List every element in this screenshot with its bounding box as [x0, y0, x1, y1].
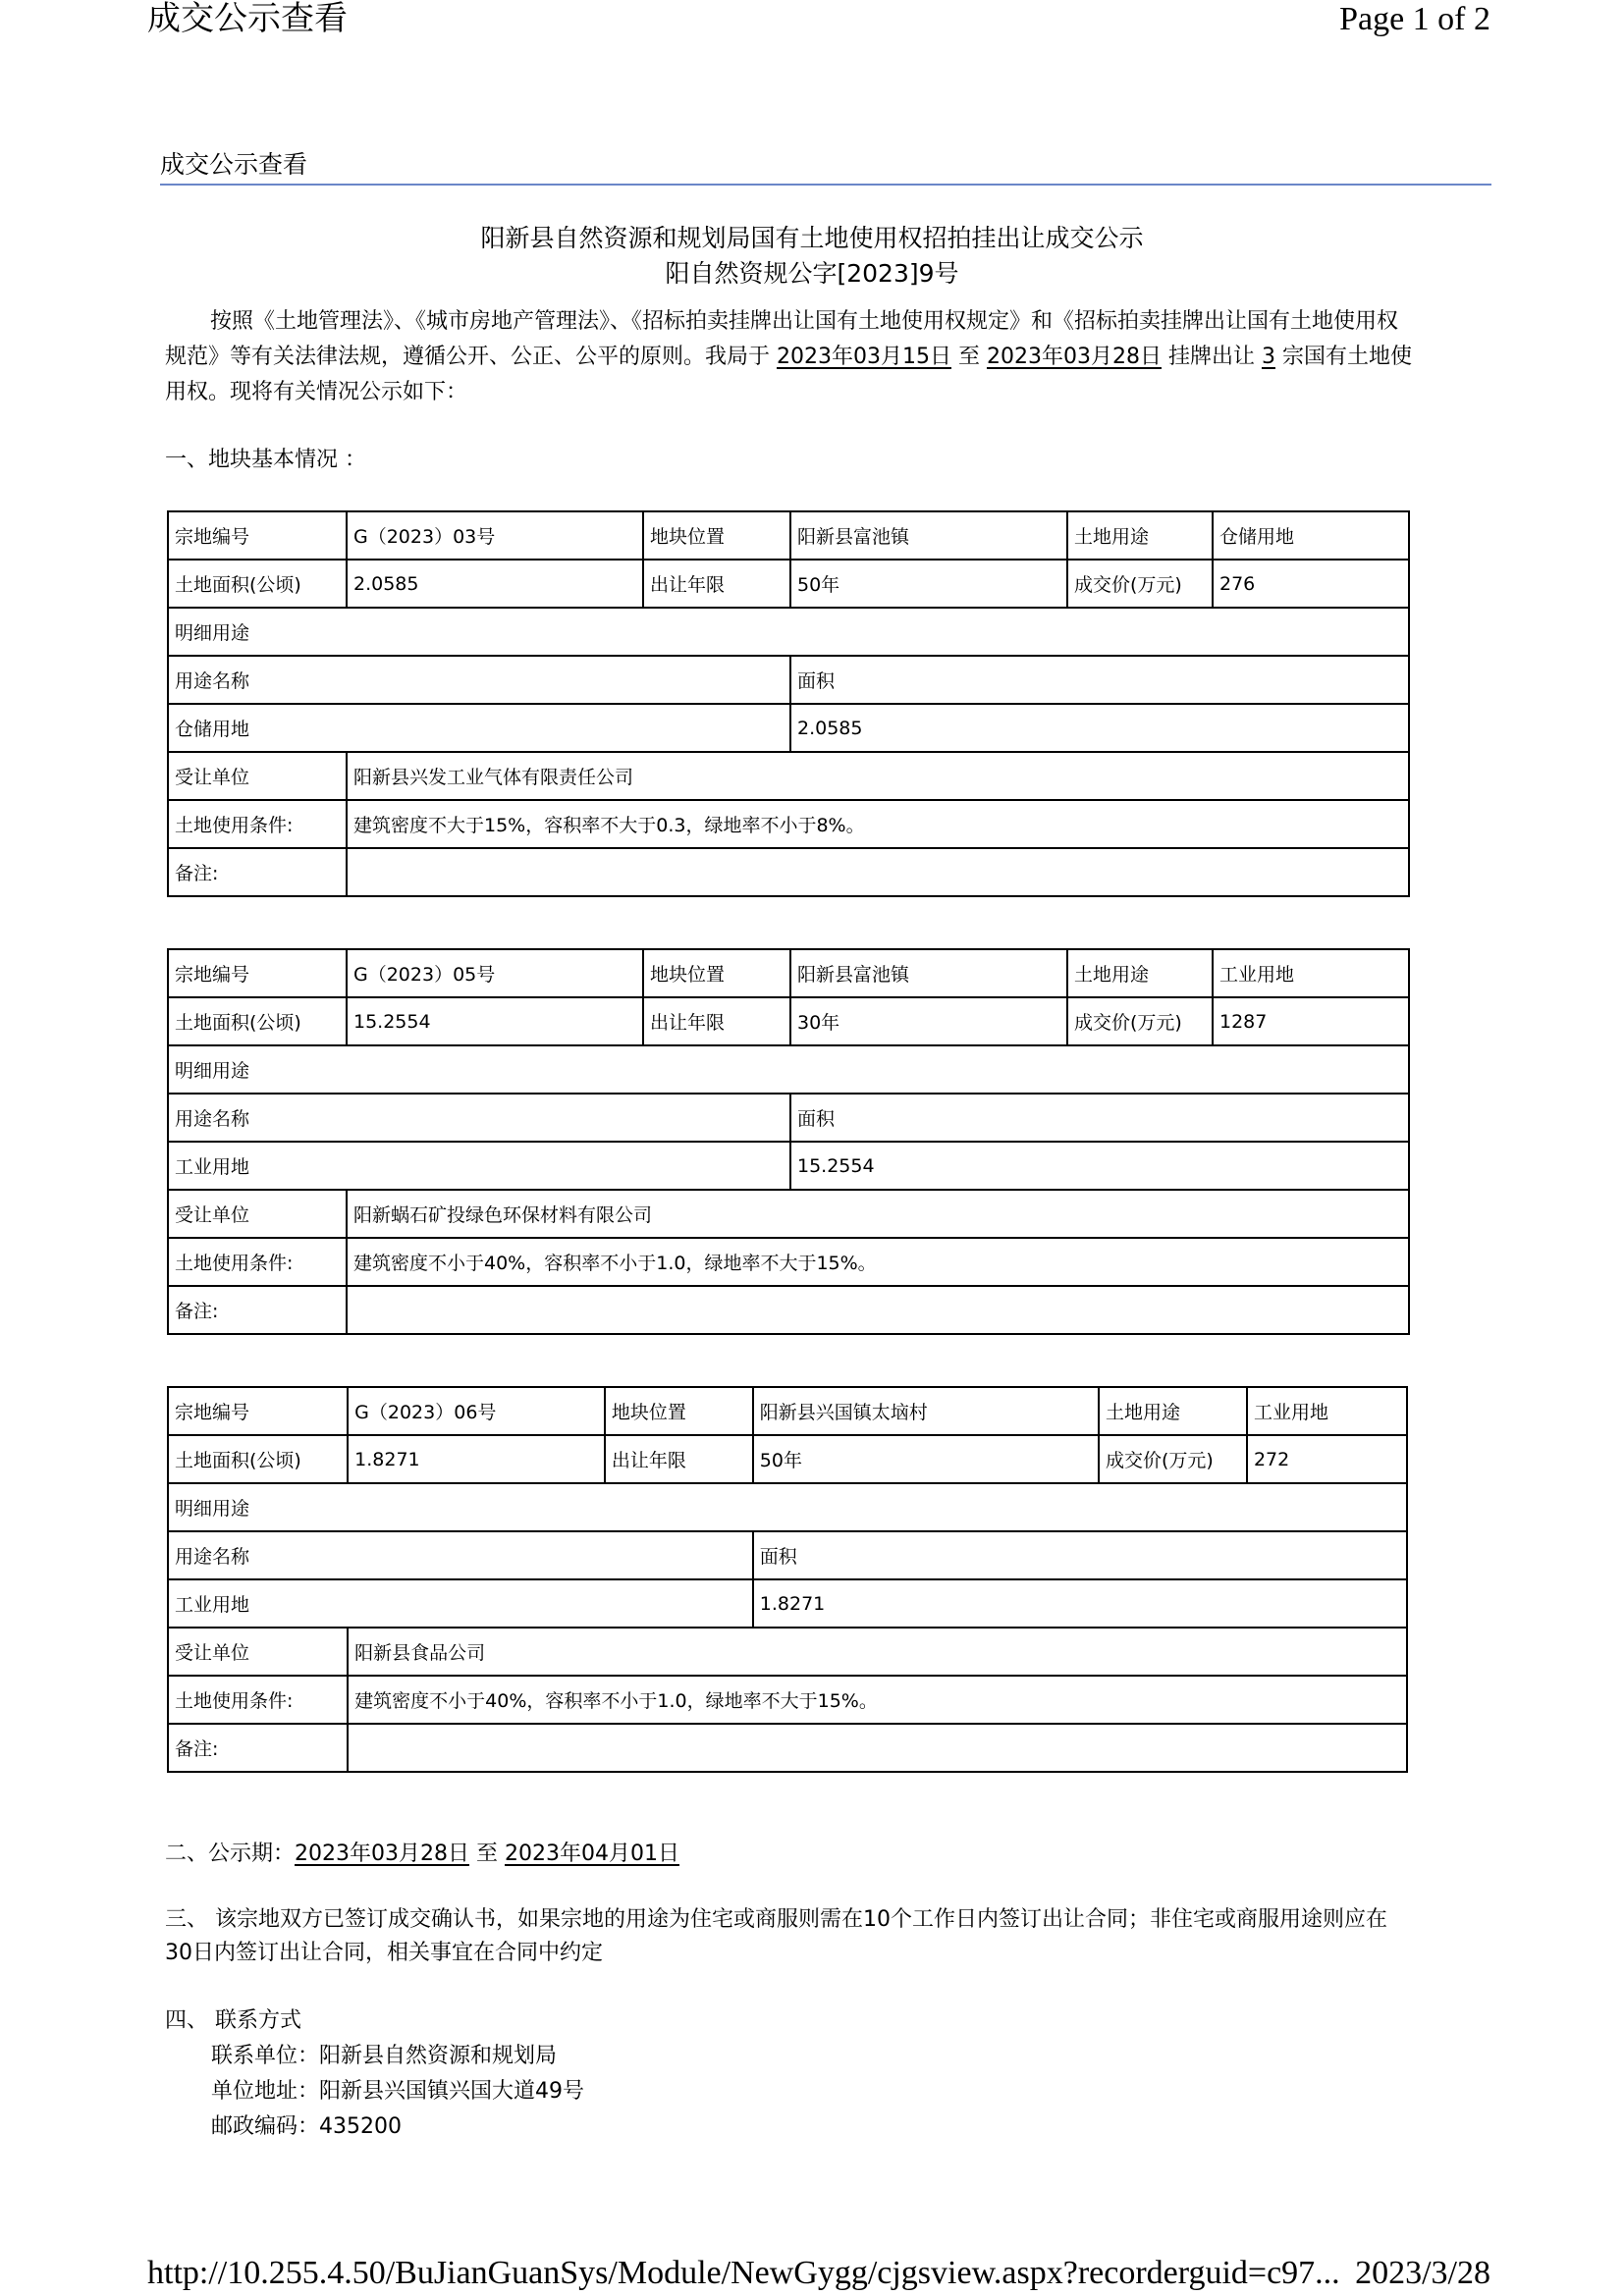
- label-price: 成交价(万元): [1067, 997, 1213, 1045]
- table-row: [168, 608, 1409, 656]
- label-conditions: 土地使用条件:: [168, 800, 347, 848]
- label-detail-usage: 明细用途: [168, 1045, 1409, 1094]
- plot-table-1: [167, 510, 1410, 897]
- use-area-value: 2.0585: [790, 704, 1409, 752]
- section-title: 成交公示查看: [160, 150, 308, 179]
- table-row: [168, 1724, 1407, 1772]
- label-use-area: 面积: [790, 1094, 1409, 1142]
- contact-postcode: 邮政编码：435200: [211, 2114, 402, 2139]
- print-footer-url: http://10.255.4.50/BuJianGuanSys/Module/NewGygg/cjgsview.aspx?recorderguid=c97...: [147, 2255, 1340, 2291]
- label-remarks: 备注:: [168, 848, 347, 896]
- table-row: [168, 800, 1409, 848]
- table-row: [168, 997, 1409, 1045]
- label-detail-usage: 明细用途: [168, 608, 1409, 656]
- plot-count: 3: [1261, 345, 1275, 369]
- buyer-value: 阳新蜗石矿投绿色环保材料有限公司: [347, 1190, 1409, 1238]
- conditions-value: 建筑密度不大于15%，容积率不大于0.3，绿地率不小于8%。: [347, 800, 1409, 848]
- print-footer-date: 2023/3/28: [1355, 2255, 1490, 2291]
- print-header-title: 成交公示查看: [147, 1, 348, 37]
- label-use-name: 用途名称: [168, 1094, 790, 1142]
- buyer-value: 阳新县食品公司: [348, 1628, 1407, 1676]
- plot-no-value: G（2023）05号: [347, 949, 643, 997]
- label-usage: 土地用途: [1067, 949, 1213, 997]
- table-row: [168, 656, 1409, 704]
- price-value: 276: [1213, 560, 1409, 608]
- label-plot-no: 宗地编号: [168, 1387, 348, 1435]
- table-row: [168, 1238, 1409, 1286]
- label-buyer: 受让单位: [168, 752, 347, 800]
- label-use-name: 用途名称: [168, 1531, 753, 1579]
- price-value: 272: [1247, 1435, 1407, 1483]
- section2-publicity-period: [165, 1838, 679, 1871]
- plot-table-2: [167, 948, 1410, 1335]
- label-area: 土地面积(公顷): [168, 1435, 348, 1483]
- table-row: [168, 1531, 1407, 1579]
- table-row: [168, 949, 1409, 997]
- label-price: 成交价(万元): [1099, 1435, 1247, 1483]
- label-term: 出让年限: [605, 1435, 753, 1483]
- plot-no-value: G（2023）03号: [347, 511, 643, 560]
- label-area: 土地面积(公顷): [168, 997, 347, 1045]
- conditions-value: 建筑密度不小于40%，容积率不小于1.0，绿地率不大于15%。: [347, 1238, 1409, 1286]
- intro-to: 至: [950, 345, 987, 369]
- section1-heading: 一、地块基本情况 ：: [165, 448, 366, 472]
- table-row: [168, 1435, 1407, 1483]
- table-row: [168, 1094, 1409, 1142]
- plot-table-3: [167, 1386, 1408, 1773]
- location-value: 阳新县富池镇: [790, 511, 1067, 560]
- label-remarks: 备注:: [168, 1724, 348, 1772]
- contact-unit: 联系单位：阳新县自然资源和规划局: [211, 2044, 558, 2068]
- label-detail-usage: 明细用途: [168, 1483, 1407, 1531]
- section-divider: [160, 184, 1491, 186]
- use-area-value: 1.8271: [753, 1579, 1407, 1628]
- table-row: [168, 1045, 1409, 1094]
- table-row: [168, 1483, 1407, 1531]
- plot-no-value: G（2023）06号: [348, 1387, 605, 1435]
- label-buyer: 受让单位: [168, 1190, 347, 1238]
- section3-paragraph: 三、 该宗地双方已签订成交确认书，如果宗地的用途为住宅或商服则需在10个工作日内签订出让合同；非住宅或商服用途则应在30日内签订出让合同，相关事宜在合同中约定: [165, 1907, 1387, 1965]
- use-name-value: 工业用地: [168, 1142, 790, 1190]
- term-value: 50年: [790, 560, 1067, 608]
- term-value: 50年: [753, 1435, 1099, 1483]
- remarks-value: [347, 848, 1409, 896]
- term-value: 30年: [790, 997, 1067, 1045]
- table-row: [168, 704, 1409, 752]
- table-row: [168, 1190, 1409, 1238]
- table-row: [168, 1676, 1407, 1724]
- label-conditions: 土地使用条件:: [168, 1676, 348, 1724]
- table-row: [168, 1142, 1409, 1190]
- section2-to: 至: [469, 1842, 505, 1866]
- area-value: 2.0585: [347, 560, 643, 608]
- table-row: [168, 1286, 1409, 1334]
- intro-paragraph: [165, 304, 1412, 410]
- usage-value: 仓储用地: [1213, 511, 1409, 560]
- label-use-name: 用途名称: [168, 656, 790, 704]
- table-row: [168, 511, 1409, 560]
- label-plot-no: 宗地编号: [168, 949, 347, 997]
- intro-text-3: 宗国有土地使用权。现将有关情况公示如下：: [165, 345, 1412, 404]
- area-value: 15.2554: [347, 997, 643, 1045]
- location-value: 阳新县富池镇: [790, 949, 1067, 997]
- label-usage: 土地用途: [1099, 1387, 1247, 1435]
- use-name-value: 仓储用地: [168, 704, 790, 752]
- label-price: 成交价(万元): [1067, 560, 1213, 608]
- label-location: 地块位置: [643, 511, 790, 560]
- use-area-value: 15.2554: [790, 1142, 1409, 1190]
- section2-label: 二、公示期：: [165, 1842, 296, 1866]
- usage-value: 工业用地: [1247, 1387, 1407, 1435]
- label-conditions: 土地使用条件:: [168, 1238, 347, 1286]
- label-use-area: 面积: [753, 1531, 1407, 1579]
- listing-start-date: 2023年03月15日: [777, 345, 951, 369]
- label-location: 地块位置: [643, 949, 790, 997]
- document-title: 阳新县自然资源和规划局国有土地使用权招拍挂出让成交公示: [480, 224, 1144, 252]
- label-term: 出让年限: [643, 997, 790, 1045]
- conditions-value: 建筑密度不小于40%，容积率不小于1.0，绿地率不大于15%。: [348, 1676, 1407, 1724]
- label-use-area: 面积: [790, 656, 1409, 704]
- print-header-page-number: Page 1 of 2: [1339, 1, 1490, 37]
- table-row: [168, 752, 1409, 800]
- document-number: 阳自然资规公字[2023]9号: [665, 259, 959, 288]
- table-row: [168, 1387, 1407, 1435]
- intro-text-2: 挂牌出让: [1161, 345, 1262, 369]
- location-value: 阳新县兴国镇太垴村: [753, 1387, 1099, 1435]
- area-value: 1.8271: [348, 1435, 605, 1483]
- use-name-value: 工业用地: [168, 1579, 753, 1628]
- table-row: [168, 560, 1409, 608]
- label-usage: 土地用途: [1067, 511, 1213, 560]
- table-row: [168, 1579, 1407, 1628]
- buyer-value: 阳新县兴发工业气体有限责任公司: [347, 752, 1409, 800]
- remarks-value: [347, 1286, 1409, 1334]
- remarks-value: [348, 1724, 1407, 1772]
- label-area: 土地面积(公顷): [168, 560, 347, 608]
- publicity-end-date: 2023年04月01日: [505, 1842, 679, 1866]
- table-row: [168, 848, 1409, 896]
- publicity-start-date: 2023年03月28日: [295, 1842, 469, 1866]
- label-buyer: 受让单位: [168, 1628, 348, 1676]
- label-remarks: 备注:: [168, 1286, 347, 1334]
- section4-heading: 四、 联系方式: [165, 2008, 301, 2033]
- usage-value: 工业用地: [1213, 949, 1409, 997]
- table-row: [168, 1628, 1407, 1676]
- intro-text-1: 按照《土地管理法》、《城市房地产管理法》、《招标拍卖挂牌出让国有土地使用权规定》和《招标拍卖挂牌出让国有土地使用权规范》等有关法律法规，遵循公开、公正、公平的原则。我局于: [165, 309, 1399, 369]
- label-location: 地块位置: [605, 1387, 753, 1435]
- price-value: 1287: [1213, 997, 1409, 1045]
- contact-address: 单位地址：阳新县兴国镇兴国大道49号: [211, 2079, 584, 2104]
- label-term: 出让年限: [643, 560, 790, 608]
- label-plot-no: 宗地编号: [168, 511, 347, 560]
- listing-end-date: 2023年03月28日: [986, 345, 1162, 369]
